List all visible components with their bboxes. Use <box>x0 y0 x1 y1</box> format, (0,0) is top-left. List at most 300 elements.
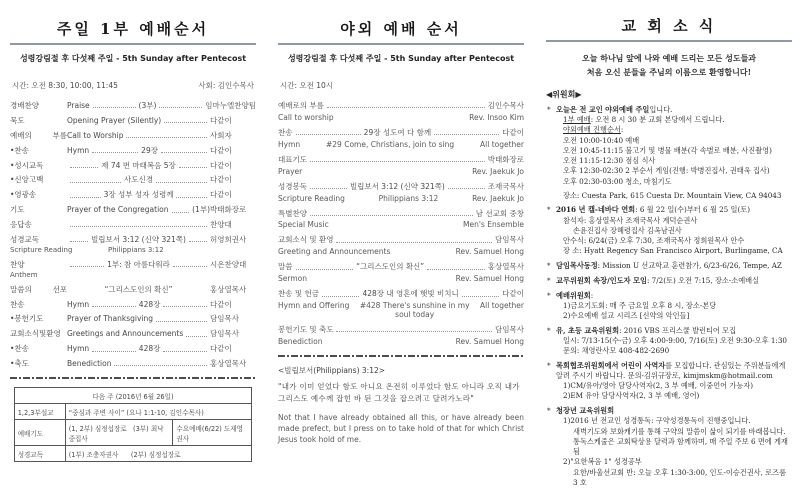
order-item-label: •성시교독 <box>10 160 44 170</box>
dot-leader <box>336 331 492 332</box>
news-item <box>546 105 792 201</box>
order-row <box>10 175 256 184</box>
dot-leader <box>70 182 121 183</box>
title-rule <box>10 43 256 45</box>
order-item-content-en: #29 Come, Christians, join to sing <box>326 139 455 149</box>
order-item-name-en: Rev. Jaekuk Jo <box>472 193 524 203</box>
order-item-content: (1부) <box>192 205 210 215</box>
dot-leader <box>126 137 207 138</box>
dot-leader <box>427 269 485 270</box>
scripture-verse-english: Not that I have already obtained all this, or have already been made prefect, but I press on to take hold of that for which Christ Jesus took hold of me. <box>278 412 524 445</box>
welcome-line: 오늘 하나님 앞에 나와 예배 드리는 모든 성도들과 <box>581 53 757 63</box>
order-item-lead-en: Hymn <box>278 139 301 149</box>
order-row <box>10 116 256 125</box>
order-item-lead-en: Call to worship <box>278 112 334 122</box>
dot-leader <box>186 336 207 337</box>
order-item-lead: Prayer of Thanksgiving <box>67 314 154 324</box>
order-row <box>278 289 524 319</box>
order-item-label: 찬송 <box>10 299 25 309</box>
order-item-content: 428장 <box>138 344 161 354</box>
service-meta <box>280 80 522 91</box>
order-row-line <box>10 300 256 309</box>
order-row <box>278 155 524 176</box>
news-line-text: 1)CM/유아/영아 담당사역자(2, 3 부 예배, 이중언어 가능자) <box>563 381 754 391</box>
order-item-name-en: Rev. Samuel Hong <box>455 336 524 346</box>
order-item-label: •찬송 <box>10 145 29 155</box>
order-item-name: 김인수목사 <box>487 101 524 110</box>
order-item-name-en: Rev. Insoo Kim <box>469 112 524 122</box>
news-line <box>556 136 792 146</box>
news-item-lead <box>556 406 792 416</box>
news-line-text: 일시: 7/13-15(수-금) 오후 4:00-9:00, 7/16(토) 오전 9:30-오후 1:30 <box>563 335 787 345</box>
order-item-sublabel: Scripture Reading <box>10 246 73 255</box>
order-row-line-korean <box>278 155 524 164</box>
order-row-line-english <box>278 247 524 256</box>
order-item-name: 다같이 <box>210 115 232 125</box>
order-item-name-en: All together <box>480 139 524 149</box>
order-item-name-en: Rev. Jaekuk Jo <box>472 166 524 176</box>
order-row-line <box>10 116 256 125</box>
dashed-divider <box>278 355 524 357</box>
dot-leader <box>296 134 361 135</box>
order-row-line <box>10 146 256 155</box>
order-row-line-english <box>278 194 524 203</box>
news-item-text: 입니다. <box>649 105 673 114</box>
bullet-marker: * <box>547 325 551 335</box>
order-item-lead: Call to Worship <box>67 130 124 140</box>
news-item-title: 교무위원회 속장/인도자 모임 <box>556 275 647 285</box>
order-item-name: 다같이 <box>210 299 232 309</box>
order-row <box>278 262 524 283</box>
order-item-name-en: Rev. Samuel Hong <box>455 247 524 257</box>
news-line <box>556 457 792 467</box>
news-item-list <box>546 105 792 488</box>
news-line <box>556 115 792 125</box>
first-service-title: 주일 1부 예배순서 <box>56 20 210 38</box>
news-item-text: : Mission U 선교학교 훈련참가, 6/23-6/26, Tempe, AZ <box>597 261 782 271</box>
news-item-title: 청장년 교육위원회 <box>556 406 615 416</box>
dot-leader <box>434 134 499 135</box>
order-row-line-korean <box>278 209 524 218</box>
order-item-lead-en: Benediction <box>278 336 323 346</box>
news-line <box>556 236 792 246</box>
dot-leader <box>172 212 190 213</box>
dot-leader <box>70 167 98 168</box>
bullet-marker: * <box>547 105 551 114</box>
order-row-line <box>10 175 256 184</box>
order-item-lead: Benediction <box>67 359 112 368</box>
order-row <box>278 182 524 203</box>
order-item-name-en: All together <box>480 301 524 310</box>
order-item-name: 시온찬양대 <box>210 259 247 269</box>
order-row <box>10 205 256 214</box>
table-row <box>14 404 252 420</box>
news-line <box>556 336 792 346</box>
news-item-text: : <box>590 290 594 300</box>
next-week-row-label: 예배기도 <box>14 420 65 446</box>
order-row-line <box>10 344 256 353</box>
news-line <box>556 246 792 256</box>
order-row-subline <box>10 271 256 279</box>
news-line <box>556 437 792 457</box>
order-item-name: 박태화장로 <box>487 154 524 164</box>
order-item-label: 찬송 및 헌금 <box>278 289 319 299</box>
news-item-lead <box>556 205 792 215</box>
order-row <box>10 190 256 199</box>
order-item-subcontent: Philippians 3:12 <box>108 246 164 255</box>
order-item-content: 사도신경 <box>124 175 153 185</box>
order-item-label: 말씀 <box>278 262 293 272</box>
order-item-lead-en: Greeting and Announcements <box>278 247 391 257</box>
order-row-line-korean <box>278 182 524 191</box>
order-row-line <box>10 161 256 170</box>
dot-leader <box>70 226 207 227</box>
order-item-name: 남 선교회 중창 <box>475 208 524 218</box>
dot-leader <box>462 296 499 297</box>
news-item-text: 를 모집합니다. 관심있는 주위분들에게 알려 주시기 바랍니다. 문의-김위규장로, kimjmskm@hotmail.com <box>556 360 786 381</box>
order-item-content: 29장 성도여 다 함께 <box>363 127 432 137</box>
order-item-name: 다같이 <box>210 344 232 354</box>
order-item-name: 다같이 <box>210 190 232 200</box>
news-line-text: 통독스케줄은 교회탁상용 달력과 함께하며, 매 주일 주보 6 면에 게재됨 <box>573 436 788 457</box>
dot-leader <box>92 351 136 352</box>
dot-leader <box>336 242 492 243</box>
service-time: 시간: 오전 8:30, 10:00, 11:45 <box>12 81 118 90</box>
order-item-content: 428장 내 영혼에 햇빛 비치니 <box>362 289 459 299</box>
order-row <box>278 235 524 256</box>
news-item-title: 오늘은 전 교인 야외예배 주일 <box>556 105 650 114</box>
next-week-header-row <box>14 388 252 404</box>
news-line <box>556 427 792 437</box>
order-row-line-english <box>278 220 524 229</box>
order-row-line <box>10 329 256 338</box>
news-line <box>556 191 792 201</box>
order-row <box>10 344 256 353</box>
next-week-cell: 수요예배(6/22) 도재영권사 <box>173 420 252 446</box>
order-item-label: 찬송 <box>278 127 293 137</box>
dot-leader <box>159 107 202 108</box>
news-line-text: 장소: Cuesta Park, 615 Cuesta Dr. Mountain View, CA 94043 <box>563 190 782 200</box>
scripture-block <box>278 365 524 446</box>
order-item-lead: Hymn <box>67 145 90 155</box>
dashed-divider <box>10 377 256 379</box>
order-item-lead: Opening Prayer (Silently) <box>67 115 162 125</box>
dot-leader <box>189 241 207 242</box>
order-item-name: 다같이 <box>210 160 232 170</box>
first-service-subtitle: 성령강림절 후 다섯째 주일 - 5th Sunday after Pentecost <box>19 54 247 63</box>
order-item-label: 예배의 부름 <box>10 130 67 140</box>
order-item-content: 빌립보서 3:12 (신약 321쪽) <box>349 181 445 191</box>
order-item-label: 기도 <box>10 205 25 215</box>
news-item <box>546 291 792 322</box>
order-row <box>278 209 524 230</box>
order-item-content-en <box>390 247 455 256</box>
news-line <box>556 146 792 156</box>
order-item-lead: Prayer of the Congregation <box>67 205 169 215</box>
order-item-content-en: Philippians 3:12 <box>378 193 439 203</box>
outdoor-service-subtitle: 성령강림절 후 다섯째 주일 - 5th Sunday after Pentecost <box>287 54 515 63</box>
column-church-news <box>546 6 792 486</box>
news-line-text: 오전 10:45-11:15 불고기 및 병물 배분(각 속별로 배분, 사진촬영) <box>563 145 772 155</box>
news-line-text: 1)2016 년 전교인 성경통독: 구약성경통독이 진행중입니다. <box>563 416 751 426</box>
news-line-text: 손윤진집사 장혜령집사 김옥남권사 <box>573 225 682 235</box>
order-item-content-en <box>302 167 472 176</box>
news-item-lead <box>556 326 792 336</box>
news-line <box>556 381 792 391</box>
dot-leader <box>93 107 136 108</box>
welcome-line: 처음 오신 분들을 주님의 이름으로 환영합니다! <box>586 67 752 77</box>
news-line-text: 요한/바울선교회 반: 오늘 오후 1:30-3:00, 인도-이승건권사, 로즈룸 3 호 <box>573 467 787 487</box>
order-item-lead: Hymn <box>67 299 90 309</box>
committee-section-header: ◀위원회▶ <box>546 89 582 99</box>
order-row-line <box>10 260 256 269</box>
underlined-text: 1부 예배 <box>563 115 591 125</box>
news-line-text: 문의: 채영란사모 408-482-2690 <box>563 346 670 356</box>
order-item-lead: Praise <box>67 101 90 110</box>
order-row <box>10 260 256 279</box>
order-item-label: 성경봉독 <box>278 181 307 191</box>
order-item-label: 교회소식및환영 <box>10 329 61 339</box>
order-row-line <box>10 359 256 368</box>
dot-leader <box>164 122 207 123</box>
order-item-content: 1부: 참 아름다워라 <box>107 259 170 269</box>
news-line <box>556 416 792 426</box>
order-row-line <box>10 101 256 110</box>
order-item-name: 홍상열목사 <box>210 284 247 294</box>
order-item-name: 사회자 <box>210 130 232 140</box>
dot-leader <box>327 107 485 108</box>
dot-leader <box>70 241 88 242</box>
news-line-text: 2)"요한복음 1" 성경공부 <box>563 457 642 467</box>
news-line <box>556 311 792 321</box>
news-item <box>546 261 792 271</box>
news-item-text: : 7/2(토) 오전 7:15, 장소-소예배실 <box>646 275 760 285</box>
dot-leader <box>163 306 207 307</box>
dot-leader <box>173 266 207 267</box>
order-item-lead-en: Prayer <box>278 166 303 176</box>
order-row-line-korean <box>278 235 524 244</box>
order-item-name: 담임목사 <box>210 329 239 339</box>
order-row <box>10 235 256 254</box>
news-item-lead <box>556 361 792 381</box>
underlined-text: 야외예배 진행순서 <box>563 125 621 135</box>
order-row-line <box>10 205 256 214</box>
news-item <box>546 406 792 488</box>
next-week-cell: (1부) 조충자권사 (2부) 심정섭장로 <box>65 446 252 462</box>
order-row-line-english <box>278 274 524 283</box>
order-item-label: 대표기도 <box>278 154 307 164</box>
order-row <box>10 131 256 140</box>
dot-leader <box>70 197 101 198</box>
order-item-content: 29장 <box>141 145 158 155</box>
title-rule <box>546 40 792 42</box>
order-item-content: “그리스도인의 확신” <box>104 284 173 294</box>
order-item-name: 찬양대 <box>210 220 232 229</box>
order-row-line-english <box>278 113 524 122</box>
order-row-line-korean <box>278 128 524 137</box>
bullet-marker: * <box>547 205 551 215</box>
order-row-line <box>10 314 256 323</box>
order-item-name: 박태화장로 <box>210 205 247 215</box>
dot-leader <box>163 351 207 352</box>
service-time: 시간: 오전 10시 <box>280 81 334 90</box>
order-item-name: 다같이 <box>210 145 232 155</box>
welcome-message <box>546 51 792 79</box>
dot-leader <box>296 269 354 270</box>
order-item-content: 428장 <box>138 299 161 309</box>
news-line-text: 오전 11:15-12:30 점심 식사 <box>563 156 656 166</box>
order-item-name: 담임목사 <box>495 235 524 245</box>
dot-leader <box>70 266 104 267</box>
news-line-text: 2)EM 유아 담당사역자(2, 3 부 예배, 영어) <box>563 391 700 401</box>
dot-leader <box>156 182 207 183</box>
news-line <box>556 125 792 135</box>
news-item <box>546 361 792 402</box>
order-item-name: 조재국목사 <box>487 181 525 191</box>
order-row-line <box>10 285 256 294</box>
news-line-text: 오전 10:00-10:40 예배 <box>563 135 640 145</box>
order-row <box>10 285 256 294</box>
news-line-text: 오후 02:30-03:00 청소, 마침기도 <box>563 176 672 186</box>
order-row-line-english <box>278 301 524 319</box>
news-line <box>556 166 792 176</box>
news-line-text: 안수식: 6/24(금) 오후 7:30, 조재국목사 정희원목사 안수 <box>563 236 745 246</box>
dot-leader <box>92 306 136 307</box>
news-item-title: 2016 년 캘-네바다 연회 <box>556 205 636 215</box>
news-item <box>546 205 792 256</box>
news-line-text: : <box>620 125 624 135</box>
column-first-service-order <box>10 6 256 486</box>
dot-leader <box>176 197 207 198</box>
news-item-title: 예배위원회 <box>556 290 591 300</box>
order-item-name: 임마누엘찬양팀 <box>205 101 256 110</box>
dot-leader <box>310 215 473 216</box>
news-item-title: 유, 초등 교육위원회 <box>556 325 620 335</box>
news-line <box>556 346 792 356</box>
order-item-name: 허영희권사 <box>210 234 247 244</box>
news-item-text: : 6 월 22 일(수)부터 6 월 25 일(토) <box>635 205 751 215</box>
scripture-verse-korean: "내가 이미 얻었다 함도 아니요 온전히 이루었다 함도 아니라 오직 내가 그리스도 예수께 잡힌 바 된 그것을 잡으려고 달려가노라" <box>278 381 520 404</box>
order-item-content: 3장 성부 성자 성령께 <box>103 190 174 200</box>
order-item-content-en <box>329 220 463 229</box>
church-news-title: 교 회 소 식 <box>621 17 717 35</box>
order-row <box>10 314 256 323</box>
news-line <box>556 226 792 236</box>
news-item-lead <box>556 105 792 115</box>
service-meta <box>12 80 254 91</box>
order-item-label: 응답송 <box>10 220 32 229</box>
news-item-lead <box>556 276 792 286</box>
news-line <box>556 156 792 166</box>
order-item-content-en <box>322 337 455 346</box>
news-item <box>546 276 792 286</box>
order-item-lead-en: Sermon <box>278 274 307 284</box>
order-item-content: “그리스도인의 확신” <box>356 262 425 272</box>
order-row <box>278 128 524 149</box>
order-row-line-english <box>278 337 524 346</box>
order-item-label: 봉헌기도 및 축도 <box>278 325 334 334</box>
column-outdoor-service-order <box>278 6 524 486</box>
order-item-name-en: Men's Ensemble <box>463 220 524 230</box>
order-item-name: 담임목사 <box>495 325 524 334</box>
order-row-line <box>10 190 256 199</box>
news-line-text: 오후 12:30-02:30 2 부순서 게임(진행: 박병진집사, 권태욱 집사) <box>563 166 770 176</box>
order-row <box>10 300 256 309</box>
dot-leader <box>156 321 207 322</box>
order-row <box>10 359 256 368</box>
order-item-label: 교회소식 및 환영 <box>278 235 334 245</box>
order-item-content-en <box>307 274 456 283</box>
order-item-lead: Greetings and Announcements <box>67 329 184 339</box>
order-row-line <box>10 220 256 229</box>
order-row-line <box>10 131 256 140</box>
dot-leader <box>161 152 207 153</box>
next-week-row-label: 1,2,3부설교 <box>14 404 65 420</box>
order-item-label: •신앙고백 <box>10 175 44 185</box>
next-week-cell: (1, 2부) 심정섭장로 (3부) 최낙중집사 <box>65 420 173 446</box>
dot-leader <box>322 296 359 297</box>
order-item-lead-en: Scripture Reading <box>278 193 345 203</box>
news-item-title: 목회협조위원회에서 어린이 사역자 <box>556 360 666 370</box>
bullet-marker: * <box>547 275 551 285</box>
order-item-label: •봉헌기도 <box>10 314 44 324</box>
order-item-label: 묵도 <box>10 115 25 125</box>
order-row <box>10 146 256 155</box>
outdoor-service-order-list <box>278 101 524 346</box>
table-row <box>14 420 252 446</box>
dot-leader <box>92 152 138 153</box>
first-service-order-list <box>10 101 256 368</box>
order-item-name: 다같이 <box>502 289 524 299</box>
order-item-sublabel: Anthem <box>10 271 38 280</box>
title-rule <box>278 43 524 45</box>
news-line-text: 장 소: Hyatt Regency San Francisco Airport, Burlingame, CA <box>563 246 783 256</box>
order-item-lead-en: Hymn and Offering <box>278 301 350 310</box>
order-item-content: 제 74 번 마태복음 5장 <box>101 160 176 170</box>
bullet-marker: * <box>547 290 551 300</box>
order-item-name: 홍상열목사 <box>210 359 247 368</box>
outdoor-service-title: 야외 예배 순서 <box>340 20 462 38</box>
order-item-label: •찬송 <box>10 344 29 354</box>
order-row-line-korean <box>278 262 524 271</box>
order-row-line <box>10 235 256 244</box>
news-item-text: : 2016 VBS 프리스쿨 발런티어 모집 <box>619 325 737 335</box>
order-row-line-korean <box>278 289 524 298</box>
order-item-name: 담임목사 <box>210 314 239 324</box>
news-line-text: 참석자: 홍상열목사 조재국목사 계덕순권사 <box>563 215 698 225</box>
dot-leader <box>310 188 347 189</box>
bullet-marker: * <box>547 360 551 370</box>
order-row-line-korean <box>278 101 524 110</box>
order-item-label: 찬양 <box>10 259 25 269</box>
news-item-lead <box>556 291 792 301</box>
order-item-label: 성경교독 <box>10 234 39 244</box>
dot-leader <box>114 365 207 366</box>
order-row <box>10 101 256 110</box>
dot-leader <box>448 188 485 189</box>
order-item-lead: Hymn <box>67 344 90 354</box>
order-item-content-en: #428 There's sunshine in my soul today <box>359 301 470 319</box>
table-row <box>14 446 252 462</box>
dot-leader <box>310 161 485 162</box>
news-line <box>556 301 792 311</box>
order-item-label: 특별찬양 <box>278 208 307 218</box>
next-week-cell: “중심과 주변 사이” (요나 1:1-10, 김인수목사) <box>65 404 252 420</box>
news-line <box>556 391 792 401</box>
news-item-title: 담임목사동정 <box>556 261 598 271</box>
bullet-marker: * <box>547 406 551 416</box>
order-item-name-en: Rev. Samuel Hong <box>455 274 524 284</box>
